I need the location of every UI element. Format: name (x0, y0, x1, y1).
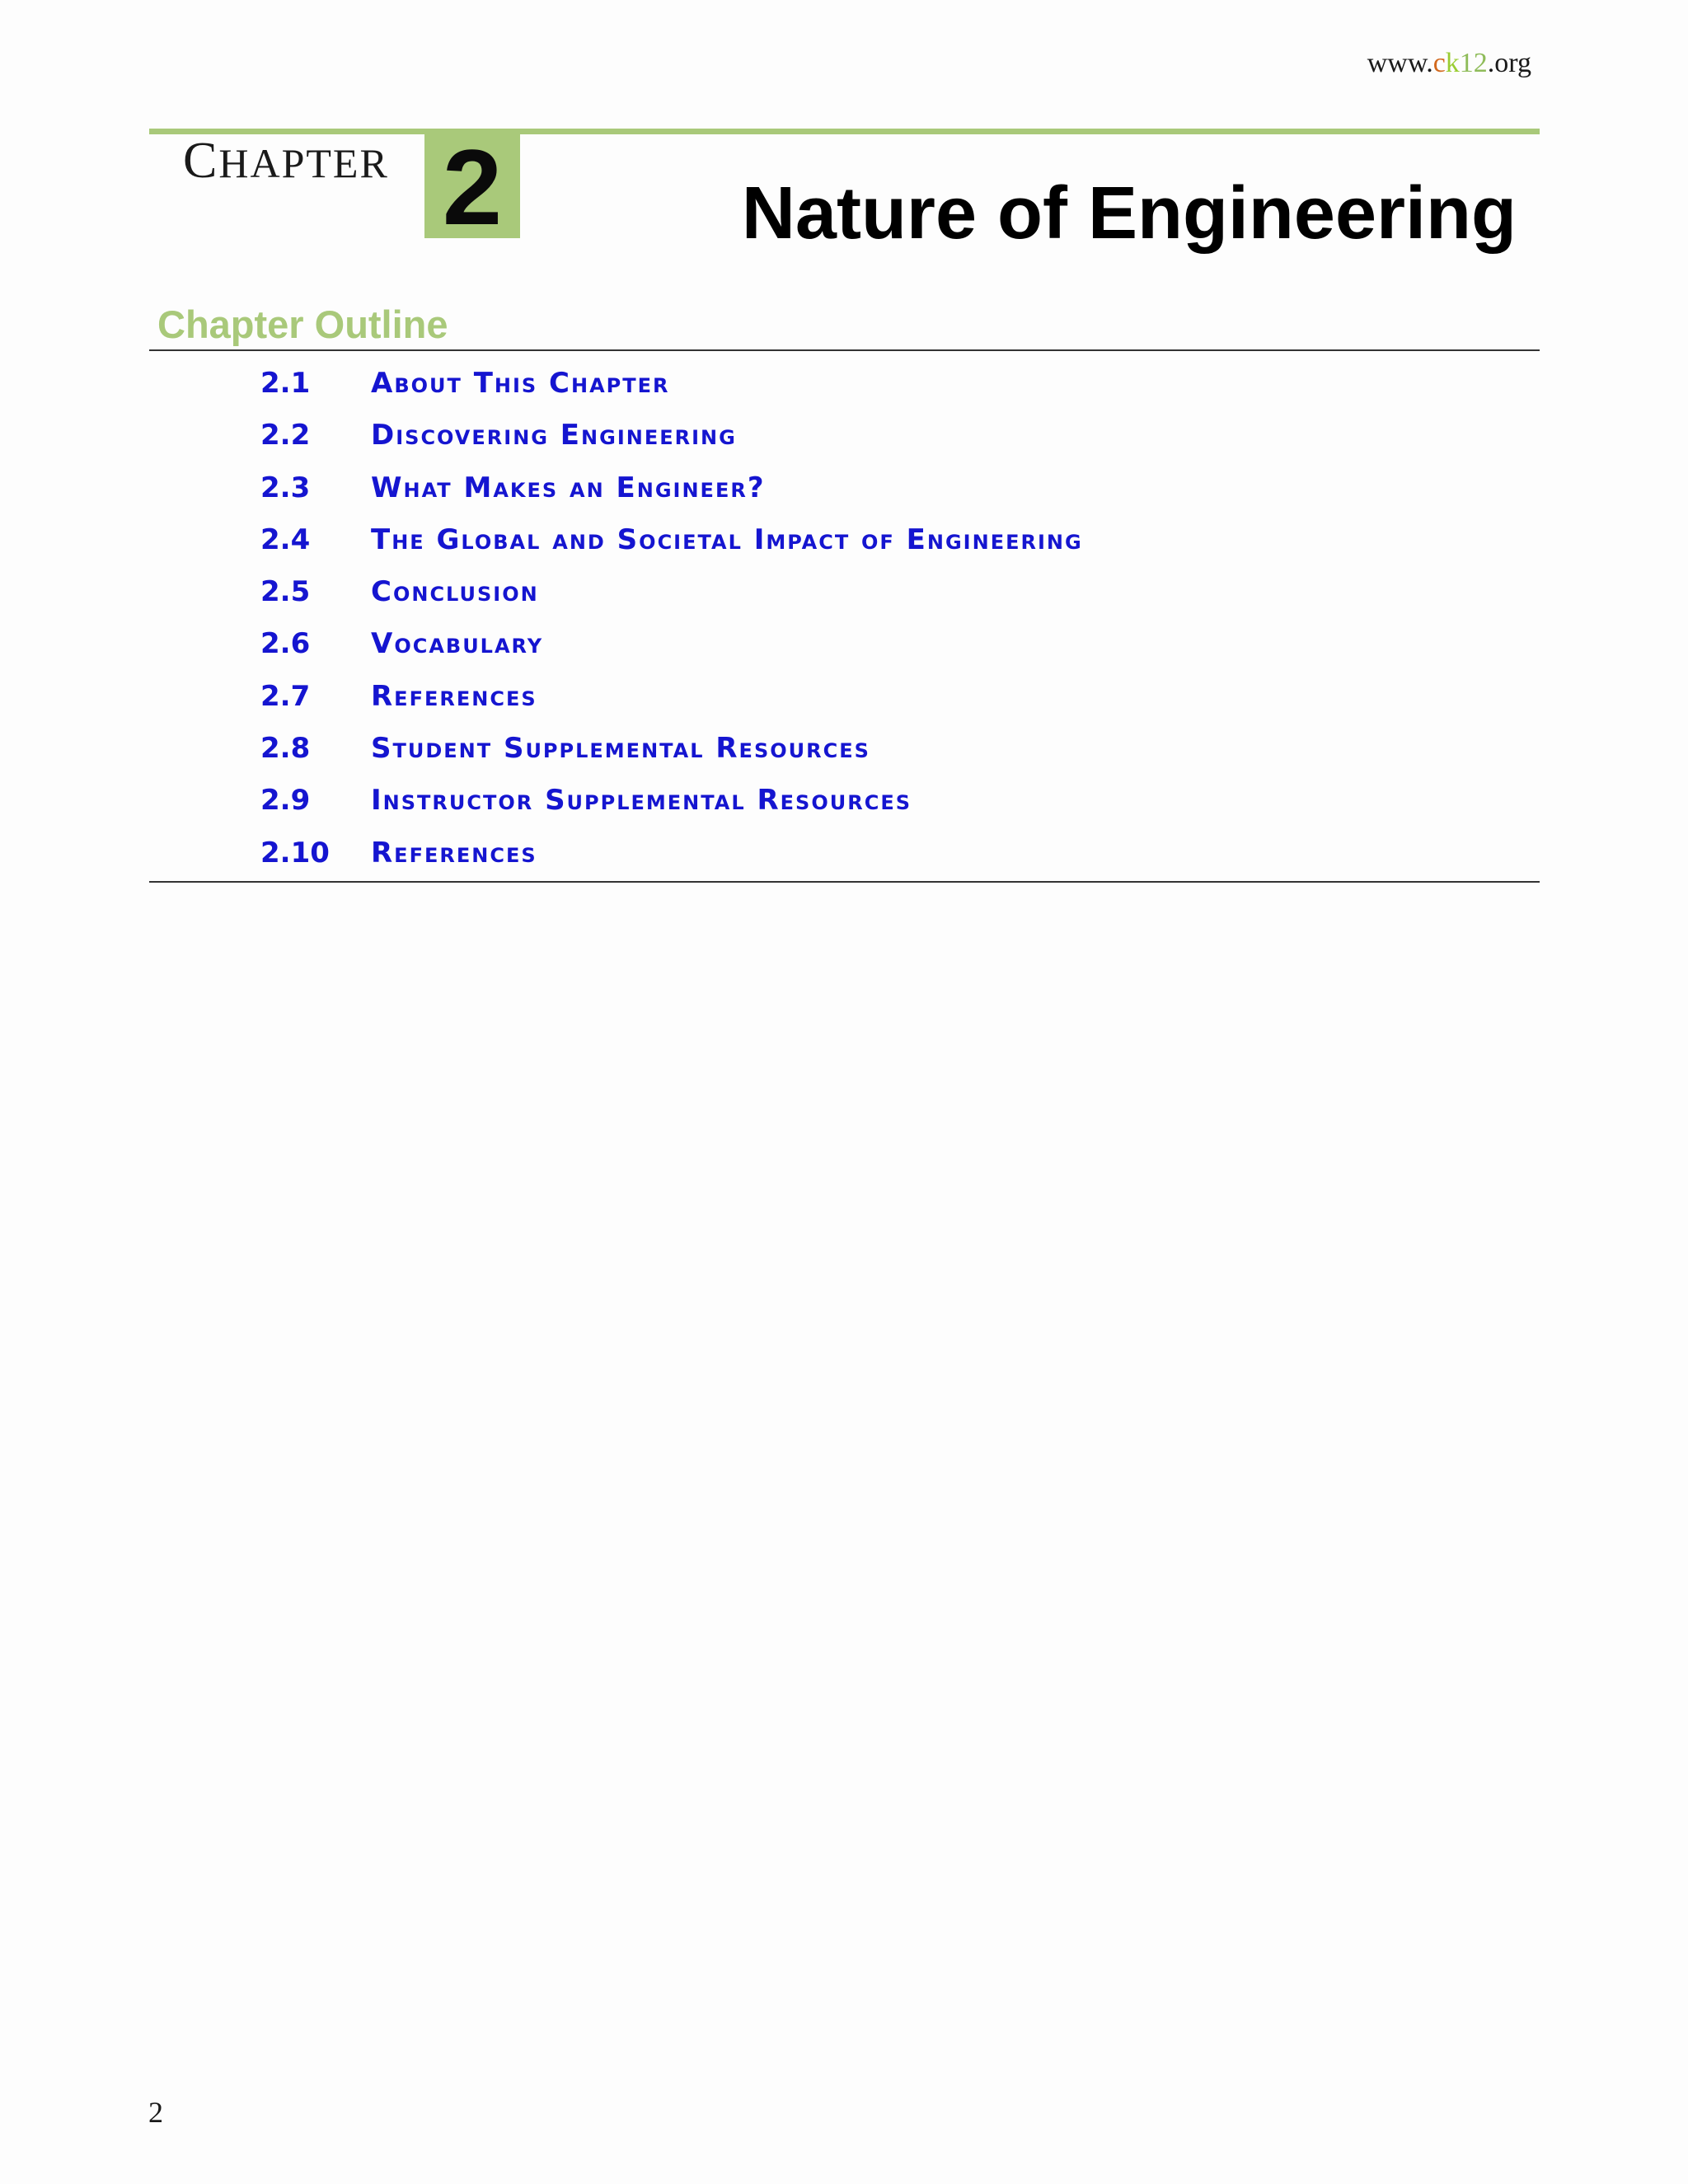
outline-item-number[interactable]: 2.4 (260, 523, 311, 556)
outline-item-number[interactable]: 2.5 (260, 575, 311, 609)
chapter-label (183, 132, 389, 190)
outline-item[interactable] (0, 357, 1688, 409)
outline-item-link[interactable]: Instructor Supplemental Resources (371, 784, 912, 818)
outline-item-link[interactable]: Student Supplemental Resources (371, 732, 870, 766)
outline-item[interactable] (0, 617, 1688, 669)
chapter-title: Nature of Engineering (741, 172, 1517, 255)
outline-item-number[interactable]: 2.1 (260, 367, 311, 400)
outline-item-link[interactable]: Conclusion (371, 575, 539, 609)
outline-item-number[interactable]: 2.10 (260, 836, 330, 869)
outline-item-number[interactable]: 2.3 (260, 471, 311, 504)
outline-item[interactable] (0, 827, 1688, 879)
outline-item[interactable] (0, 722, 1688, 774)
outline-item[interactable] (0, 774, 1688, 826)
outline-item-number[interactable]: 2.6 (260, 627, 311, 661)
outline-item-link[interactable]: References (371, 836, 537, 869)
site-url-number: 12 (1459, 48, 1488, 78)
chapter-outline-list (0, 357, 1688, 879)
chapter-number-box (424, 127, 520, 247)
outline-item[interactable] (0, 409, 1688, 461)
outline-item-number[interactable]: 2.9 (260, 784, 311, 818)
outline-item-number[interactable]: 2.7 (260, 679, 311, 713)
chapter-label-initial: C (183, 133, 219, 189)
site-url-prefix: www. (1367, 48, 1433, 78)
site-url-k: k (1445, 48, 1460, 78)
outline-item-link[interactable]: What Makes an Engineer? (371, 471, 766, 504)
site-url (1367, 48, 1531, 79)
page-number: 2 (148, 2096, 163, 2129)
outline-item-number[interactable]: 2.8 (260, 732, 311, 766)
site-url-suffix: .org (1487, 48, 1531, 78)
outline-item-link[interactable]: About This Chapter (371, 367, 670, 400)
chapter-number: 2 (442, 127, 503, 247)
outline-item-link[interactable]: The Global and Societal Impact of Engineering (371, 523, 1083, 556)
outline-item-link[interactable]: Discovering Engineering (371, 419, 737, 452)
outline-top-divider (149, 349, 1540, 351)
outline-item[interactable] (0, 670, 1688, 722)
outline-item[interactable] (0, 513, 1688, 565)
outline-item[interactable] (0, 462, 1688, 513)
outline-item-number[interactable]: 2.2 (260, 419, 311, 452)
outline-item-link[interactable]: References (371, 679, 537, 713)
site-url-c: c (1432, 48, 1446, 78)
outline-item-link[interactable]: Vocabulary (371, 627, 544, 661)
outline-item[interactable] (0, 565, 1688, 617)
outline-bottom-divider (149, 881, 1540, 883)
chapter-outline-heading: Chapter Outline (157, 302, 448, 346)
chapter-label-rest: HAPTER (218, 140, 389, 186)
